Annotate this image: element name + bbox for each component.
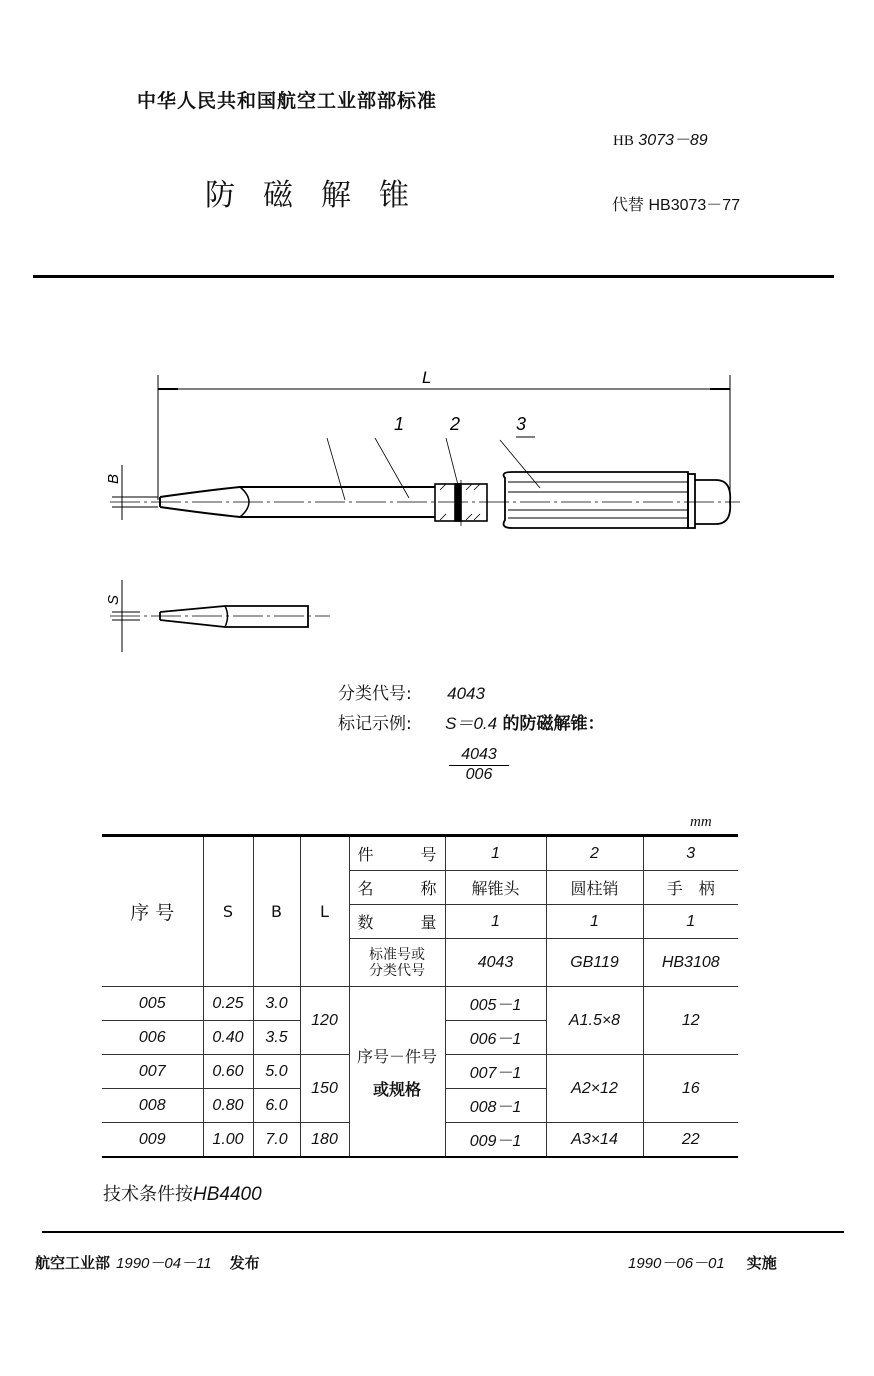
classification-line (338, 679, 485, 704)
part-std-1: 4043 (445, 939, 546, 987)
effective-date: 1990－06－01 (628, 1255, 725, 1272)
effective-label: 实施 (746, 1254, 777, 1272)
s-cell: 0.60 (203, 1055, 253, 1089)
footer-divider (42, 1231, 844, 1233)
table-row (102, 987, 738, 1021)
issuer: 航空工业部 (35, 1254, 111, 1272)
handle-cell: 12 (643, 987, 738, 1055)
issue-label: 发布 (229, 1254, 260, 1272)
header-seq: 序 号 (102, 836, 203, 987)
title-char: 磁 (263, 178, 293, 213)
marking-line (338, 709, 605, 734)
classification-value: 4043 (447, 684, 485, 703)
svg-text:1: 1 (394, 414, 405, 434)
l-cell: 120 (300, 987, 349, 1055)
part1-cell: 007－1 (445, 1055, 546, 1089)
marking-value-suffix: 的防磁解锥： (502, 714, 605, 734)
l-cell: 180 (300, 1123, 349, 1158)
seq-cell: 005 (102, 987, 203, 1021)
part-qty-2: 1 (546, 905, 643, 939)
label-text: 号 (420, 845, 437, 864)
organization-title: 中华人民共和国航空工业部部标准 (137, 90, 438, 112)
title-char: 防 (205, 178, 235, 213)
unit-label: mm (690, 814, 712, 830)
fraction-denominator: 006 (465, 766, 493, 783)
b-cell: 7.0 (253, 1123, 300, 1158)
part-std-2: GB119 (546, 939, 643, 987)
merged-note (349, 987, 445, 1158)
svg-text:S: S (105, 594, 122, 605)
replaces-value: HB3073－77 (648, 197, 741, 214)
marking-fraction (449, 746, 509, 784)
s-cell: 0.25 (203, 987, 253, 1021)
header-l: L (300, 836, 349, 987)
part-no-2: 2 (546, 836, 643, 871)
note-line: 或规格 (372, 1079, 421, 1099)
label-text: 量 (420, 913, 437, 932)
title-char: 锥 (379, 178, 409, 213)
screwdriver-drawing (0, 350, 874, 670)
note-line: 序号－件号 (356, 1046, 437, 1066)
part-qty-3: 1 (643, 905, 738, 939)
part-no-3: 3 (643, 836, 738, 871)
header-b: B (253, 836, 300, 987)
standard-number (613, 127, 708, 150)
part1-cell: 005－1 (445, 987, 546, 1021)
tech-value: HB4400 (193, 1184, 262, 1205)
label-text: 标准号或 (369, 946, 425, 963)
handle-cell: 16 (643, 1055, 738, 1123)
document-title (205, 170, 437, 214)
label-name (349, 871, 445, 905)
s-cell: 0.40 (203, 1021, 253, 1055)
part1-cell: 006－1 (445, 1021, 546, 1055)
b-cell: 3.0 (253, 987, 300, 1021)
part-name-1: 解锥头 (445, 871, 546, 905)
label-text: 数 (357, 913, 374, 932)
part1-cell: 008－1 (445, 1089, 546, 1123)
label-std (349, 939, 445, 987)
header-s: S (203, 836, 253, 987)
seq-cell: 008 (102, 1089, 203, 1123)
tech-label: 技术条件按 (103, 1184, 193, 1205)
standard-prefix: HB (613, 133, 634, 149)
header-row-part-no (102, 836, 738, 871)
length-dimension (158, 368, 730, 500)
marking-label: 标记示例: (338, 714, 412, 734)
label-text: 分类代号 (369, 962, 425, 979)
technical-conditions (103, 1180, 262, 1206)
seq-cell: 007 (102, 1055, 203, 1089)
part-name-3: 手 柄 (643, 871, 738, 905)
label-text: 称 (420, 879, 437, 898)
label-text: 件 (357, 845, 374, 864)
ferrule-and-pin (435, 480, 487, 526)
handle-cell: 22 (643, 1123, 738, 1158)
issue-info (35, 1252, 260, 1273)
part-no-1: 1 (445, 836, 546, 871)
classification-label: 分类代号: (338, 684, 412, 704)
seq-cell: 006 (102, 1021, 203, 1055)
svg-text:B: B (105, 473, 122, 484)
part-qty-1: 1 (445, 905, 546, 939)
part-std-3: HB3108 (643, 939, 738, 987)
s-cell: 0.80 (203, 1089, 253, 1123)
label-part-no (349, 836, 445, 871)
effective-info (628, 1252, 777, 1273)
seq-cell: 009 (102, 1123, 203, 1158)
header-divider (33, 275, 834, 278)
b-cell: 3.5 (253, 1021, 300, 1055)
pin-cell: A1.5×8 (546, 987, 643, 1055)
pin-cell: A2×12 (546, 1055, 643, 1123)
b-cell: 6.0 (253, 1089, 300, 1123)
fraction-numerator: 4043 (449, 746, 509, 766)
svg-text:3: 3 (516, 414, 527, 434)
thickness-view (105, 580, 330, 652)
width-dimension (105, 465, 158, 520)
part1-cell: 009－1 (445, 1123, 546, 1158)
svg-text:L: L (422, 368, 432, 387)
replaces-standard (612, 192, 740, 215)
s-cell: 1.00 (203, 1123, 253, 1158)
label-text: 名 (357, 879, 374, 898)
replaces-label: 代替 (612, 197, 645, 214)
b-cell: 5.0 (253, 1055, 300, 1089)
l-cell: 150 (300, 1055, 349, 1123)
pin-cell: A3×14 (546, 1123, 643, 1158)
issue-date: 1990－04－11 (116, 1255, 212, 1272)
marking-value-prefix: S＝0.4 (445, 714, 498, 733)
specification-table (102, 834, 738, 1158)
title-char: 解 (321, 178, 351, 213)
handle (504, 472, 731, 528)
label-qty (349, 905, 445, 939)
part-name-2: 圆柱销 (546, 871, 643, 905)
svg-text:2: 2 (450, 414, 461, 434)
part-callouts (0, 350, 540, 500)
standard-number-value: 3073－89 (638, 132, 708, 149)
